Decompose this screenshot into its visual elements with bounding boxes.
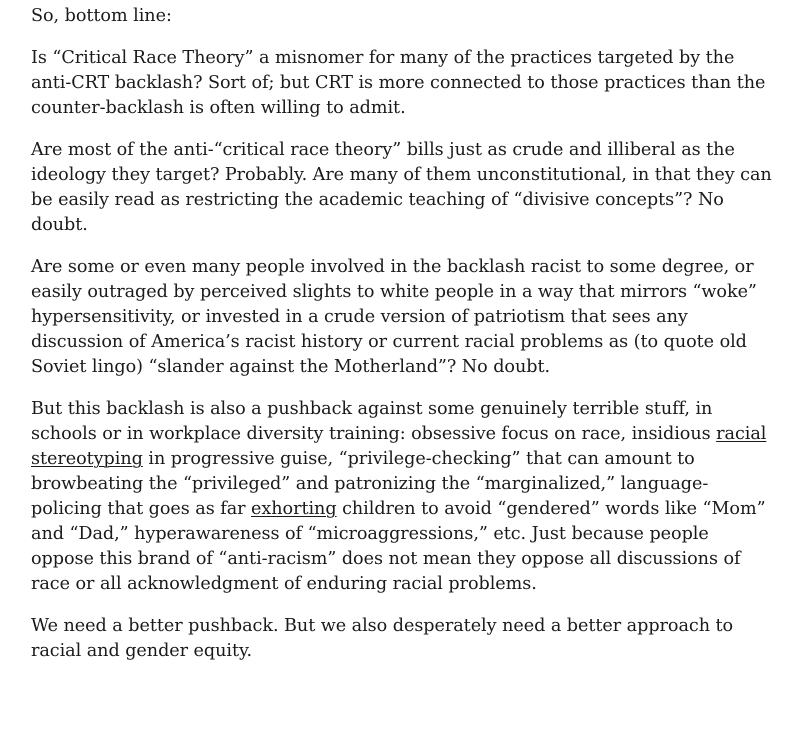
paragraph-pushback	[31, 397, 776, 597]
racial-stereotyping-link[interactable]: racial stereotyping	[31, 424, 767, 469]
paragraph-conclusion: We need a better pushback. But we also desperately need a better approach to racial and gender equity.	[31, 616, 734, 661]
paragraph-pushback-text-3: children to avoid “gendered” words like “Mom” and “Dad,” hyperawareness of “microaggressions,” etc. Just because people oppose this brand of “anti-racism” does not mean they oppose all discussions of race or all acknowledgment of enduring racial problems.	[31, 499, 766, 594]
exhorting-link[interactable]: exhorting	[251, 499, 337, 519]
paragraph-crt-misnomer: Is “Critical Race Theory” a misnomer for many of the practices targeted by the anti-CRT backlash? Sort of; but CRT is more connected to those practices than the counter-backlash is often willing to admit.	[31, 48, 766, 118]
paragraph-pushback-text-1: But this backlash is also a pushback against some genuinely terrible stuff, in schools or in workplace diversity training: obsessive focus on race, insidious	[31, 399, 717, 444]
paragraph-backlash-racism: Are some or even many people involved in the backlash racist to some degree, or easily outraged by perceived slights to white people in a way that mirrors “woke” hypersensitivity, or invested in a crude version of patriotism that sees any discussion of America’s racist history or current racial problems as (to quote old Soviet lingo) “slander against the Motherland”? No doubt.	[31, 257, 757, 377]
paragraph-anti-crt-bills: Are most of the anti-“critical race theory” bills just as crude and illiberal as the ideology they target? Probably. Are many of them unconstitutional, in that they can be easily read as restricting the academic teaching of “divisive concepts”? No doubt.	[31, 140, 772, 235]
article-body	[31, 4, 776, 681]
intro-paragraph: So, bottom line:	[31, 6, 172, 26]
paragraph-pushback-text-2: in progressive guise, “privilege-checking” that can amount to browbeating the “privileged” and patronizing the “marginalized,” language-policing that goes as far	[31, 449, 709, 519]
